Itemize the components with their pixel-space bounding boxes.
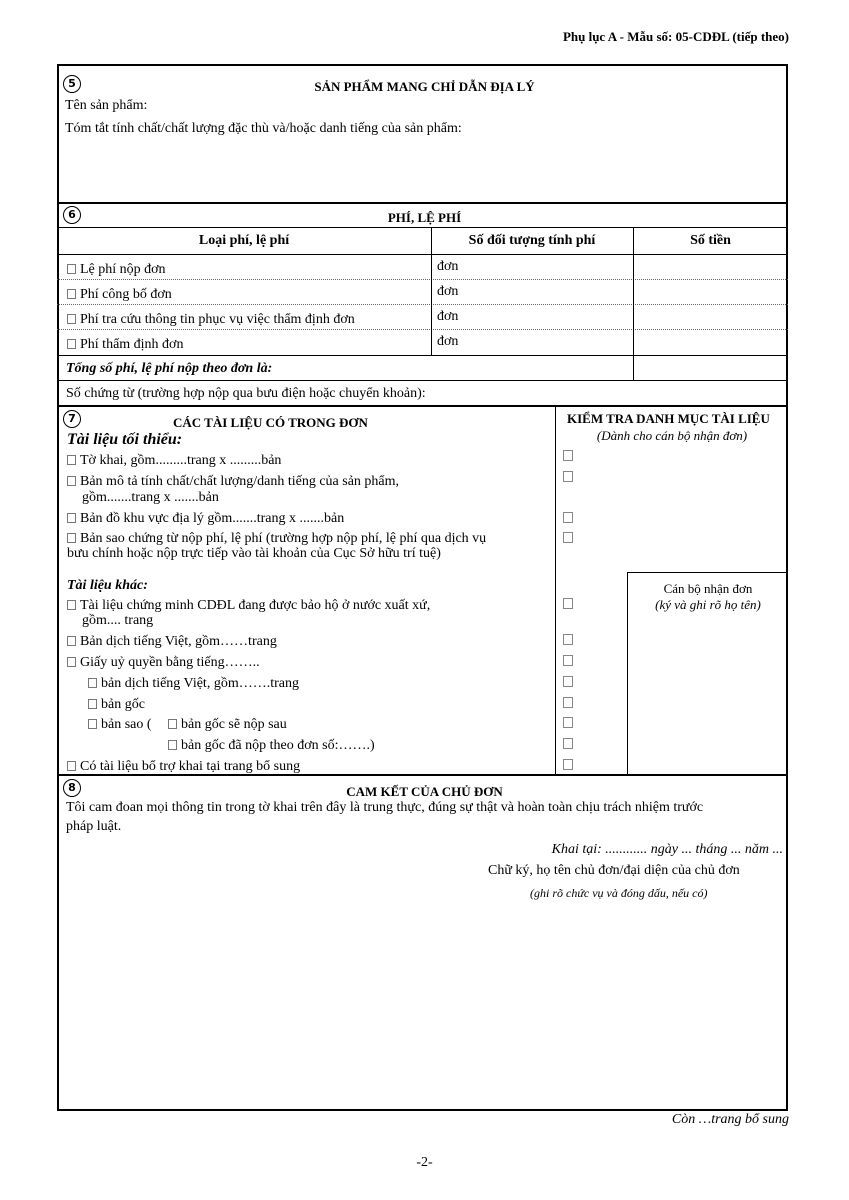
checklist-checkbox[interactable]: [563, 697, 573, 708]
checkbox[interactable]: [88, 719, 97, 729]
product-name-label: Tên sản phẩm:: [65, 98, 148, 113]
divider: [57, 329, 788, 330]
doc-subitem[interactable]: bản sao (: [88, 717, 152, 733]
checkbox[interactable]: [67, 455, 76, 465]
checkbox[interactable]: [67, 657, 76, 667]
fee-row-unit: đơn: [437, 259, 459, 274]
section-6-title: PHÍ, LỆ PHÍ: [387, 210, 462, 225]
fee-row-unit: đơn: [437, 284, 459, 299]
min-docs-title: Tài liệu tối thiểu:: [67, 431, 183, 448]
checklist-checkbox[interactable]: [563, 759, 573, 770]
fee-row-unit: đơn: [437, 334, 459, 349]
fee-row-label[interactable]: Phí công bố đơn: [67, 287, 172, 303]
section-7-title: CÁC TÀI LIỆU CÓ TRONG ĐƠN: [173, 415, 368, 430]
doc-item-continued: bưu chính hoặc nộp trực tiếp vào tài khoản của Cục Sở hữu trí tuệ): [67, 546, 441, 561]
receiver-title: Cán bộ nhận đơn: [663, 581, 753, 596]
fee-row-label[interactable]: Phí thẩm định đơn: [67, 337, 183, 353]
doc-subitem[interactable]: bản gốc sẽ nộp sau: [168, 717, 287, 733]
receipt-number-label: Số chứng từ (trường hợp nộp qua bưu điện hoặc chuyển khoản):: [66, 386, 426, 401]
checkbox[interactable]: [67, 761, 76, 771]
checklist-checkbox[interactable]: [563, 634, 573, 645]
column-divider: [555, 406, 556, 774]
appendix-header: Phụ lục A - Mẫu số: 05-CDĐL (tiếp theo): [562, 29, 789, 44]
checkbox[interactable]: [168, 719, 177, 729]
divider: [57, 774, 788, 776]
divider: [57, 279, 788, 280]
checkbox[interactable]: [67, 289, 76, 299]
divider: [57, 227, 788, 228]
doc-subitem[interactable]: bản dịch tiếng Việt, gồm…….trang: [88, 676, 299, 692]
checkbox[interactable]: [67, 513, 76, 523]
doc-item[interactable]: Bản mô tả tính chất/chất lượng/danh tiếng của sản phẩm,: [67, 474, 399, 490]
signature-note: (ghi rõ chức vụ và đóng dấu, nếu có): [530, 886, 708, 900]
commitment-statement: Tôi cam đoan mọi thông tin trong tờ khai trên đây là trung thực, đúng sự thật và hoàn toàn chịu trách nhiệm trước: [66, 800, 704, 815]
checklist-subtitle: (Dành cho cán bộ nhận đơn): [596, 428, 748, 443]
divider: [57, 254, 788, 255]
checkbox[interactable]: [88, 699, 97, 709]
column-divider: [633, 227, 634, 380]
commitment-statement: pháp luật.: [66, 819, 122, 834]
page-number: -2-: [416, 1155, 433, 1170]
divider: [57, 380, 788, 381]
checkbox[interactable]: [67, 533, 76, 543]
doc-subitem[interactable]: bản gốc đã nộp theo đơn số:…….): [168, 738, 375, 754]
doc-subitem[interactable]: bản gốc: [88, 697, 145, 713]
doc-item[interactable]: Bản đồ khu vực địa lý gồm.......trang x .......bản: [67, 511, 344, 527]
checklist-checkbox[interactable]: [563, 598, 573, 609]
product-summary-label: Tóm tắt tính chất/chất lượng đặc thù và/hoặc danh tiếng của sản phẩm:: [65, 121, 462, 136]
section-5-title: SẢN PHẨM MANG CHỈ DẪN ĐỊA LÝ: [314, 79, 535, 94]
section-7-number: 7: [63, 410, 81, 428]
divider: [57, 355, 788, 356]
divider: [57, 304, 788, 305]
checklist-checkbox[interactable]: [563, 532, 573, 543]
doc-item[interactable]: Có tài liệu bổ trợ khai tại trang bổ sung: [67, 759, 300, 775]
checklist-checkbox[interactable]: [563, 450, 573, 461]
divider: [57, 202, 788, 204]
checkbox[interactable]: [67, 636, 76, 646]
section-6-number: 6: [63, 206, 81, 224]
checkbox[interactable]: [67, 600, 76, 610]
section-5-number: 5: [63, 75, 81, 93]
checklist-checkbox[interactable]: [563, 471, 573, 482]
fee-amount-header: Số tiền: [690, 233, 731, 248]
checklist-checkbox[interactable]: [563, 676, 573, 687]
doc-item[interactable]: Tờ khai, gồm.........trang x .........bản: [67, 453, 281, 469]
doc-item-continued: gồm.... trang: [82, 613, 154, 628]
place-date-line[interactable]: Khai tại: ............ ngày ... tháng ... năm ...: [551, 842, 783, 857]
divider: [57, 405, 788, 407]
checklist-checkbox[interactable]: [563, 717, 573, 728]
section-8-number: 8: [63, 779, 81, 797]
checklist-checkbox[interactable]: [563, 738, 573, 749]
checklist-title: KIỂM TRA DANH MỤC TÀI LIỆU: [567, 411, 770, 426]
receiver-note: (ký và ghi rõ họ tên): [655, 597, 761, 612]
fee-row-unit: đơn: [437, 309, 459, 324]
fee-row-label[interactable]: Lệ phí nộp đơn: [67, 262, 166, 278]
other-docs-title: Tài liệu khác:: [67, 578, 148, 593]
checklist-checkbox[interactable]: [563, 655, 573, 666]
fee-row-label[interactable]: Phí tra cứu thông tin phục vụ việc thẩm định đơn: [67, 312, 355, 328]
checkbox[interactable]: [168, 740, 177, 750]
fee-total-label: Tổng số phí, lệ phí nộp theo đơn là:: [66, 361, 273, 376]
doc-item[interactable]: Tài liệu chứng minh CDĐL đang được bảo hộ ở nước xuất xứ,: [67, 598, 430, 614]
checkbox[interactable]: [67, 264, 76, 274]
continued-pages-note: Còn …trang bổ sung: [671, 1112, 789, 1127]
fee-type-header: Loại phí, lệ phí: [198, 233, 290, 248]
checkbox[interactable]: [88, 678, 97, 688]
checkbox[interactable]: [67, 314, 76, 324]
fee-count-header: Số đối tượng tính phí: [468, 233, 596, 248]
signature-label: Chữ ký, họ tên chủ đơn/đại diện của chủ đơn: [488, 863, 740, 878]
doc-item[interactable]: Bản dịch tiếng Việt, gồm……trang: [67, 634, 277, 650]
column-divider: [431, 227, 432, 355]
section-8-title: CAM KẾT CỦA CHỦ ĐƠN: [346, 784, 503, 799]
doc-item-continued: gồm.......trang x .......bản: [82, 490, 219, 505]
checklist-checkbox[interactable]: [563, 512, 573, 523]
doc-item[interactable]: Giấy uỷ quyền bằng tiếng……..: [67, 655, 260, 671]
doc-item[interactable]: Bản sao chứng từ nộp phí, lệ phí (trường hợp nộp phí, lệ phí qua dịch vụ: [67, 531, 486, 547]
checkbox[interactable]: [67, 476, 76, 486]
checkbox[interactable]: [67, 339, 76, 349]
